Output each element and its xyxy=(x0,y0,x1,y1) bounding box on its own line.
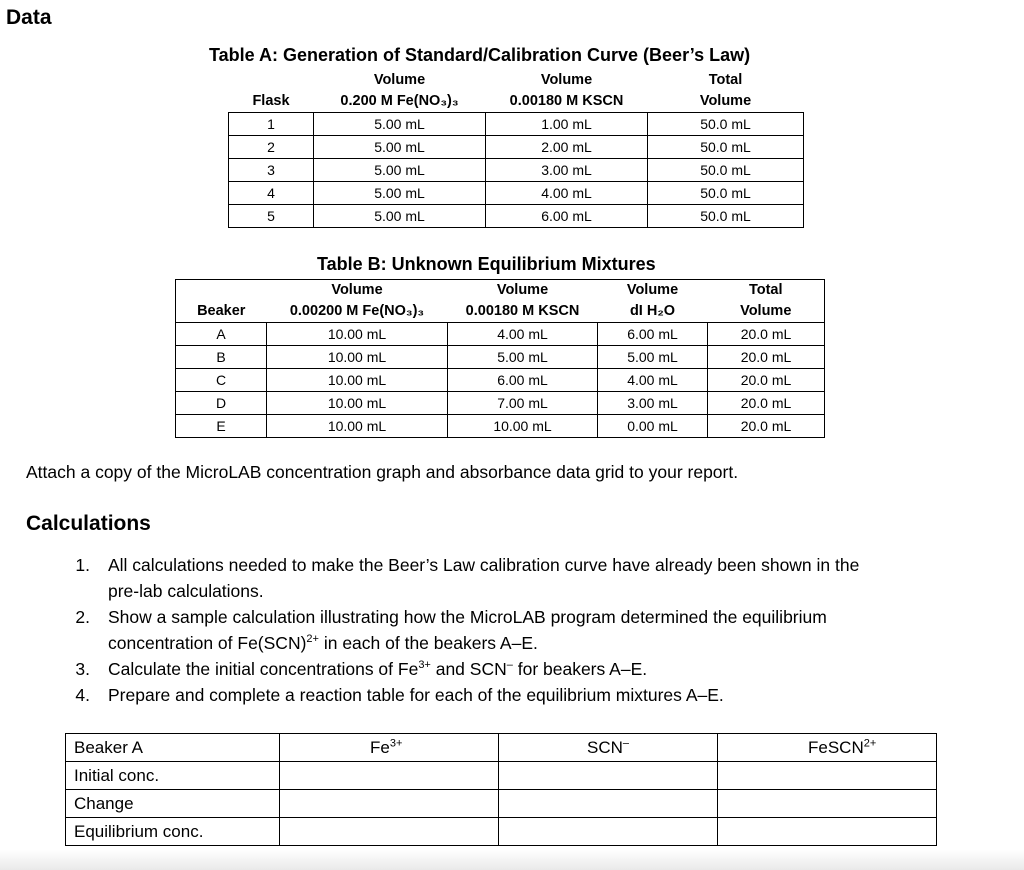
beaker-label: A xyxy=(176,323,267,346)
table-row xyxy=(229,159,804,182)
row-label-initial: Initial conc. xyxy=(66,762,280,790)
beaker-label: D xyxy=(176,392,267,415)
total-volume: 50.0 mL xyxy=(648,159,804,182)
water-volume: 6.00 mL xyxy=(598,323,708,346)
water-volume: 3.00 mL xyxy=(598,392,708,415)
kscn-volume: 3.00 mL xyxy=(486,159,648,182)
total-volume: 20.0 mL xyxy=(708,369,825,392)
total-volume: 50.0 mL xyxy=(648,205,804,228)
fe-volume: 10.00 mL xyxy=(267,415,448,438)
table-row xyxy=(66,762,937,790)
table-a-header-fe-line2: 0.200 M Fe(NO₃)₃ xyxy=(340,93,459,109)
total-volume: 20.0 mL xyxy=(708,392,825,415)
change-fe-cell[interactable] xyxy=(280,790,499,818)
table-a-header-fe-line1: Volume xyxy=(373,72,426,88)
table-a-header-kscn-line2: 0.00180 M KSCN xyxy=(509,93,624,109)
total-volume: 20.0 mL xyxy=(708,346,825,369)
table-b-caption: Table B: Unknown Equilibrium Mixtures xyxy=(317,254,656,274)
flask-number: 4 xyxy=(229,182,314,205)
table-row xyxy=(229,205,804,228)
table-a-caption: Table A: Generation of Standard/Calibration Curve (Beer’s Law) xyxy=(209,45,751,65)
table-b-header-h2o-line1: Volume xyxy=(598,280,708,302)
fe3-column-header: $Fe^{3+}$ xyxy=(280,734,499,762)
equilibrium-scn-cell[interactable] xyxy=(499,818,718,846)
table-b-header-fe-line1: Volume xyxy=(267,280,448,302)
list-item: 1. All calculations needed to make the Beer’s Law calibration curve have already been shown in the pre-lab calculations. xyxy=(75,555,860,601)
kscn-volume: 1.00 mL xyxy=(486,113,648,136)
equilibrium-fescn-cell[interactable] xyxy=(718,818,937,846)
table-a-header-total-line2: Volume xyxy=(699,93,752,109)
attach-note: Attach a copy of the MicroLAB concentration graph and absorbance data grid to your report. xyxy=(26,462,739,482)
beaker-label: B xyxy=(176,346,267,369)
table-b-header-h2o-line2: dI H₂O xyxy=(629,303,676,319)
scn-column-header: SCN– xyxy=(499,734,718,762)
table-row xyxy=(66,790,937,818)
table-a-header-flask: Flask xyxy=(252,93,290,109)
table-b xyxy=(175,279,825,438)
flask-number: 3 xyxy=(229,159,314,182)
fe-volume: 5.00 mL xyxy=(314,159,486,182)
table-a xyxy=(228,70,804,228)
reaction-table-beaker-a xyxy=(65,733,937,846)
total-volume: 50.0 mL xyxy=(648,136,804,159)
water-volume: 4.00 mL xyxy=(598,369,708,392)
fe-volume: 10.00 mL xyxy=(267,346,448,369)
table-row xyxy=(229,136,804,159)
fe-volume: 5.00 mL xyxy=(314,113,486,136)
fe-volume: 10.00 mL xyxy=(267,392,448,415)
table-b-header-kscn-line2: 0.00180 M KSCN xyxy=(465,303,580,319)
kscn-volume: 10.00 mL xyxy=(448,415,598,438)
table-b-header-kscn-line1: Volume xyxy=(448,280,598,302)
beaker-label: C xyxy=(176,369,267,392)
table-row xyxy=(176,392,825,415)
table-b-header-fe-line2: 0.00200 M Fe(NO₃)₃ xyxy=(289,303,425,319)
reaction-table-label: Beaker A xyxy=(66,734,280,762)
fe-volume: 10.00 mL xyxy=(267,323,448,346)
table-row xyxy=(66,818,937,846)
table-b-header-total-line2: Volume xyxy=(708,301,825,323)
table-a-header-kscn-line1: Volume xyxy=(540,72,593,88)
data-heading: Data xyxy=(6,6,52,29)
flask-number: 5 xyxy=(229,205,314,228)
total-volume: 50.0 mL xyxy=(648,113,804,136)
list-item: 2. Show a sample calculation illustrating how the MicroLAB program determined the equilibrium concentration of Fe(SCN)$^{2+}$ in each of the beakers A–E. xyxy=(75,607,827,653)
kscn-volume: 4.00 mL xyxy=(486,182,648,205)
table-row xyxy=(229,113,804,136)
calculations-heading: Calculations xyxy=(26,512,151,535)
table-row xyxy=(229,182,804,205)
table-b-header-beaker: Beaker xyxy=(176,301,267,323)
equilibrium-fe-cell[interactable] xyxy=(280,818,499,846)
initial-scn-cell[interactable] xyxy=(499,762,718,790)
initial-fe-cell[interactable] xyxy=(280,762,499,790)
fe-volume: 5.00 mL xyxy=(314,136,486,159)
kscn-volume: 4.00 mL xyxy=(448,323,598,346)
fescn-column-header: FeSCN$^{2+}$ xyxy=(718,734,937,762)
fe-volume: 5.00 mL xyxy=(314,182,486,205)
kscn-volume: 5.00 mL xyxy=(448,346,598,369)
table-row xyxy=(66,734,937,762)
table-row xyxy=(176,369,825,392)
table-row xyxy=(176,415,825,438)
row-label-equilibrium: Equilibrium conc. xyxy=(66,818,280,846)
kscn-volume: 2.00 mL xyxy=(486,136,648,159)
total-volume: 20.0 mL xyxy=(708,323,825,346)
list-item: 4. Prepare and complete a reaction table for each of the equilibrium mixtures A–E. xyxy=(75,685,724,705)
initial-fescn-cell[interactable] xyxy=(718,762,937,790)
fe-volume: 10.00 mL xyxy=(267,369,448,392)
water-volume: 5.00 mL xyxy=(598,346,708,369)
kscn-volume: 7.00 mL xyxy=(448,392,598,415)
beaker-label: E xyxy=(176,415,267,438)
row-label-change: Change xyxy=(66,790,280,818)
table-row xyxy=(176,323,825,346)
kscn-volume: 6.00 mL xyxy=(486,205,648,228)
total-volume: 20.0 mL xyxy=(708,415,825,438)
table-a-header-total-line1: Total xyxy=(708,72,743,88)
change-scn-cell[interactable] xyxy=(499,790,718,818)
table-row xyxy=(176,346,825,369)
water-volume: 0.00 mL xyxy=(598,415,708,438)
page-bottom-edge xyxy=(0,850,1024,870)
flask-number: 2 xyxy=(229,136,314,159)
total-volume: 50.0 mL xyxy=(648,182,804,205)
change-fescn-cell[interactable] xyxy=(718,790,937,818)
kscn-volume: 6.00 mL xyxy=(448,369,598,392)
flask-number: 1 xyxy=(229,113,314,136)
calculations-list xyxy=(64,552,1014,708)
table-b-header-total-line1: Total xyxy=(708,280,825,302)
list-item: 3. Calculate the initial concentrations of $Fe^{3+}$ and SCN– for beakers A–E. xyxy=(75,659,648,679)
fe-volume: 5.00 mL xyxy=(314,205,486,228)
